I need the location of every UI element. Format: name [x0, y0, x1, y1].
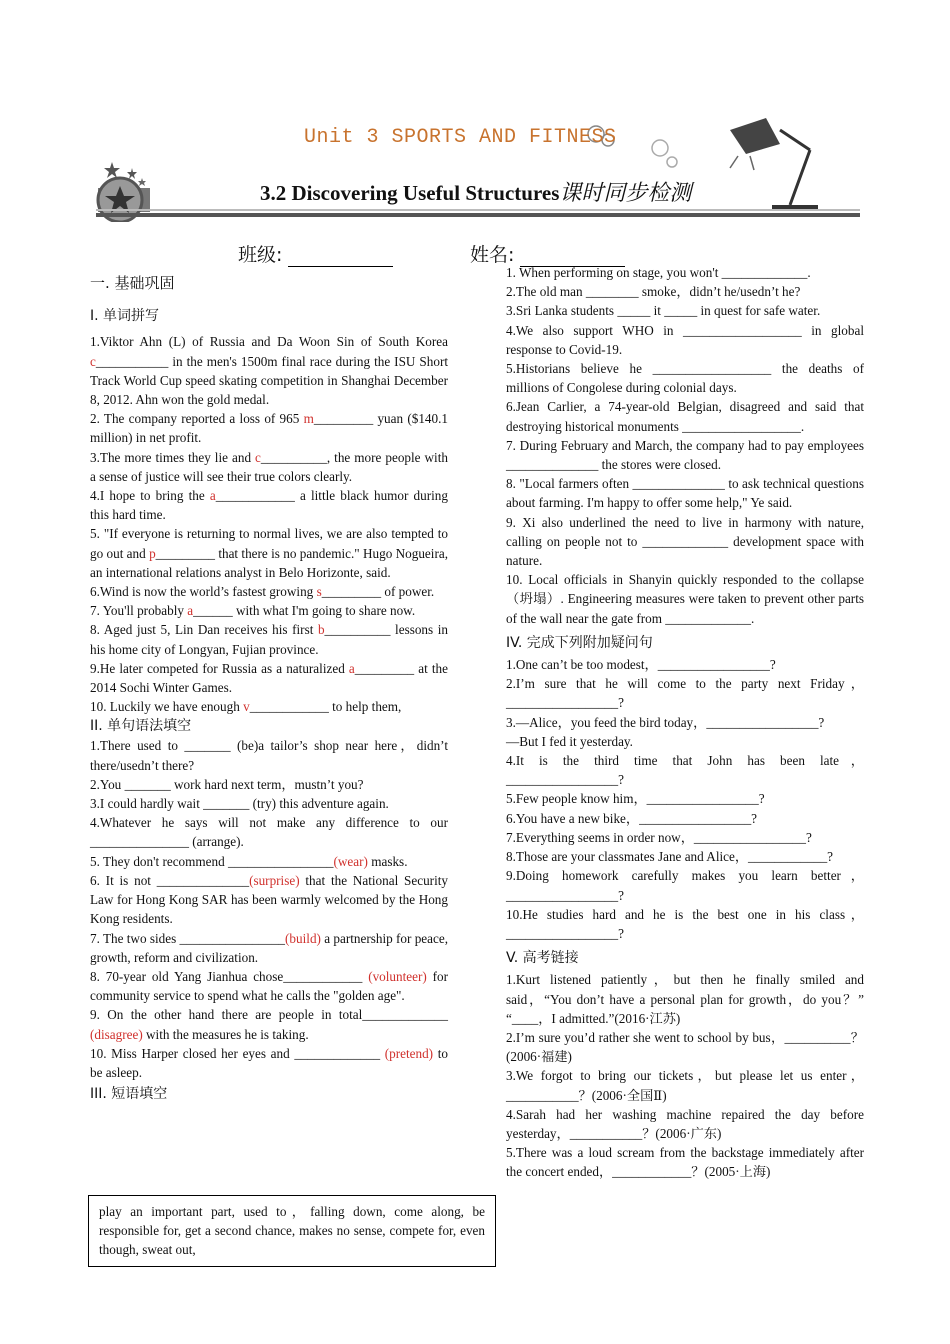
- part-heading-exam-links: V. 高考链接: [506, 950, 579, 967]
- exam-link-item: 3.We forgot to bring our tickets，but please let us enter，___________？(2006·全国Ⅱ): [506, 1068, 864, 1103]
- spelling-item: 10. Luckily we have enough v____________ to help them,: [90, 699, 402, 715]
- phrase-fill-item: 4.We also support WHO in __________________ in global response to Covid-19.: [506, 322, 864, 357]
- name-field: 姓名:: [470, 240, 625, 267]
- grammar-item: 1.There used to _______ (be)a tailor’s shop near here，didn’t there/usedn’t there?: [90, 738, 448, 773]
- section-heading-basics: 一. 基础巩固: [90, 274, 175, 292]
- part-heading-spelling: I. 单词拼写: [90, 308, 160, 325]
- tag-question-item: 5.Few people know him，_________________?: [506, 791, 765, 807]
- class-field: 班级:: [238, 240, 393, 267]
- hint-word: (volunteer): [368, 968, 427, 984]
- hint-word: a: [187, 603, 194, 619]
- banner-rule: [96, 213, 860, 217]
- desk-lamp-icon: [730, 118, 818, 211]
- spelling-item: 2. The company reported a loss of 965 m_________ yuan ($140.1 million) in net profit.: [90, 411, 448, 446]
- exam-link-list: [506, 970, 864, 1181]
- hint-word: (build): [285, 930, 321, 946]
- hint-word: (disagree): [90, 1026, 143, 1042]
- phrase-fill-item: 5.Historians believe he __________________ the deaths of millions of Congolese during colonial days.: [506, 361, 864, 396]
- hint-word: c: [90, 353, 96, 369]
- spelling-item: 8. Aged just 5, Lin Dan receives his first b__________ lessons in his home city of Longyan, Fujian province.: [90, 622, 448, 657]
- grammar-item: 10. Miss Harper closed her eyes and _____________ (pretend) to be asleep.: [90, 1045, 448, 1080]
- grammar-item: 8. 70-year old Yang Jianhua chose____________ (volunteer) for community service to spend what he calls the "golden age".: [90, 968, 448, 1004]
- hint-word: m: [303, 411, 314, 427]
- right-column: [506, 263, 864, 1182]
- tag-question-item: 3.—Alice，you feed the bird today，_________________?: [506, 714, 825, 730]
- exam-link-item: 4.Sarah had her washing machine repaired the day before yesterday，___________？(2006·广东): [506, 1106, 864, 1141]
- spelling-item: 1.Viktor Ahn (L) of Russia and Da Woon Sin of South Korea c___________ in the men's 1500m final race during the ISU Short Track World Cup speed skating competition in Shanghai December 8, 2012. Ahn won the gold medal.: [90, 334, 448, 408]
- phrase-fill-item: 8. "Local farmers often ______________ to ask technical questions about farming. I'm happy to offer some help," Ye said.: [506, 476, 864, 511]
- hint-word: p: [149, 545, 156, 561]
- spelling-item: 5. "If everyone is returning to normal lives, we are also tempted to go out and p_________ that there is no pandemic." Hugo Nogueira, an international relations analyst in Belo Horizonte, said.: [90, 526, 448, 580]
- grammar-item: 4.Whatever he says will not make any difference to our _______________ (arrange).: [90, 815, 448, 850]
- tag-question-item: 9.Doing homework carefully makes you learn better，_________________?: [506, 868, 864, 903]
- part-heading-phrases: III. 短语填空: [90, 1086, 168, 1103]
- tag-question-list: [506, 655, 864, 943]
- tag-question-item: 10.He studies hard and he is the best one in his class，_________________?: [506, 906, 864, 941]
- phrase-fill-item: 2.The old man ________ smoke，didn’t he/usedn’t he?: [506, 284, 801, 300]
- hint-word: b: [317, 622, 325, 638]
- phrase-fill-item: 3.Sri Lanka students _____ it _____ in quest for safe water.: [506, 303, 821, 319]
- phrase-fill-item: 10. Local officials in Shanyin quickly responded to the collapse（坍塌）. Engineering measures were taken to prevent other parts of the wall near the gate from _____________.: [506, 572, 864, 626]
- grammar-item: 5. They don't recommend ________________(wear) masks.: [90, 853, 408, 869]
- hint-word: (pretend): [384, 1045, 434, 1061]
- grammar-item: 6. It is not ______________(surprise) that the National Security Law for Hong Kong SAR has been warmly welcomed by the Hong Kong residents.: [90, 872, 449, 927]
- phrase-fill-item: 7. During February and March, the company had to pay employees ______________ the stores were closed.: [506, 437, 864, 473]
- grammar-item: 3.I could hardly wait _______ (try) this adventure again.: [90, 796, 389, 812]
- grammar-list: [90, 736, 448, 1082]
- phrase-fill-item: 6.Jean Carlier, a 74-year-old Belgian, disagreed and said that destroying historical monuments __________________.: [506, 399, 864, 434]
- tag-question-item: 6.You have a new bike，_________________?: [506, 810, 758, 826]
- hint-word: (wear): [333, 853, 368, 869]
- grammar-item: 2.You _______ work hard next term，mustn’t you?: [90, 776, 364, 792]
- tag-question-item: 7.Everything seems in order now，_________________?: [506, 829, 812, 845]
- exam-link-item: 2.I’m sure you’d rather she went to school by bus，__________？(2006·福建): [506, 1029, 864, 1065]
- lesson-title: 3.2 Discovering Useful Structures课时同步检测: [260, 181, 692, 206]
- grammar-item: 9. On the other hand there are people in total_____________ (disagree) with the measures he is taking.: [90, 1007, 448, 1042]
- grammar-item: 7. The two sides ________________(build) a partnership for peace, growth, reform and civilization.: [90, 930, 449, 965]
- hint-word: (surprise): [249, 872, 300, 888]
- hint-word: s: [316, 584, 322, 600]
- lesson-title-cn: 课时同步检测: [559, 181, 692, 206]
- phrase-fill-list: [506, 263, 864, 628]
- part-heading-tag-questions: IV. 完成下列附加疑问句: [506, 634, 653, 651]
- class-blank[interactable]: [288, 248, 393, 267]
- exam-link-item: 1.Kurt listened patiently，but then he finally smiled and said，“You don’t have a personal plan for growth，do you？” “____，I admitted.”(2016·江苏): [506, 972, 864, 1026]
- hint-word: c: [255, 449, 261, 465]
- tag-question-item: 1.One can’t be too modest，_________________?: [506, 657, 776, 673]
- phrase-fill-item: 9. Xi also underlined the need to live in harmony with nature, calling on people not to _____________ development space with nature.: [506, 514, 864, 569]
- spelling-list: [90, 332, 448, 716]
- exam-link-item: 5.There was a loud scream from the backstage immediately after the concert ended，____________？(2005·上海): [506, 1145, 864, 1180]
- spelling-item: 6.Wind is now the world’s fastest growing s_________ of power.: [90, 584, 435, 600]
- spelling-item: 3.The more times they lie and c__________, the more people with a sense of justice will see their true colors clearly.: [90, 449, 448, 484]
- spelling-item: 7. You'll probably a______ with what I'm going to share now.: [90, 603, 416, 619]
- spelling-item: 9.He later competed for Russia as a naturalized a_________ at the 2014 Sochi Winter Games.: [90, 660, 448, 696]
- tag-question-item: 4.It is the third time that John has been late，_________________?: [506, 753, 864, 788]
- spelling-item: 4.I hope to bring the a____________ a little black humor during this hard time.: [90, 488, 448, 523]
- part-heading-grammar: II. 单句语法填空: [90, 718, 192, 735]
- hint-word: a: [348, 660, 355, 676]
- tag-question-item: —But I fed it yesterday.: [506, 733, 633, 749]
- hint-word: v: [243, 699, 250, 715]
- phrase-box: play an important part, used to，falling down, come along, be responsible for, get a second chance, makes no sense, compete for, even though, sweat out,: [88, 1195, 496, 1267]
- tag-question-item: 8.Those are your classmates Jane and Alice，____________?: [506, 849, 834, 865]
- unit-title: Unit 3 SPORTS AND FITNESS: [304, 126, 617, 149]
- left-column: [90, 270, 448, 1104]
- phrase-fill-item: 1. When performing on stage, you won't _____________.: [506, 265, 811, 280]
- hint-word: a: [209, 488, 216, 504]
- tag-question-item: 2.I’m sure that he will come to the party next Friday，_________________?: [506, 676, 864, 711]
- banner-rule-light: [96, 209, 860, 211]
